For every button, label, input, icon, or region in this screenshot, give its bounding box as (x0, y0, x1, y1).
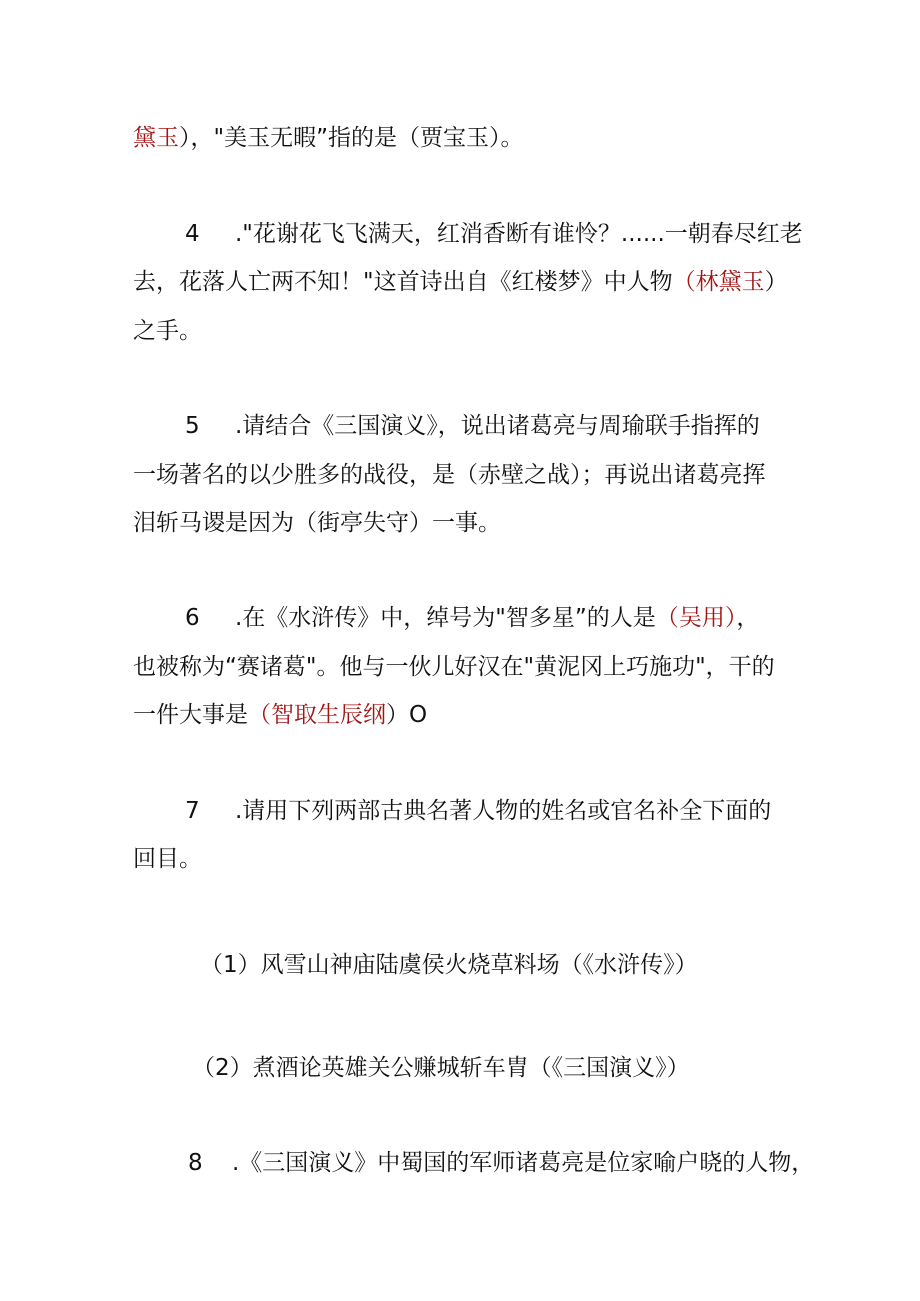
q5-number: 5 (185, 413, 200, 439)
q4-answer: （林黛玉 (672, 269, 765, 295)
q7-number: 7 (185, 798, 200, 824)
q4-line-3 (133, 315, 202, 347)
q5-line-3-text: 泪斩马谡是因为（街亭失守）一事。 (133, 510, 501, 536)
q6-line-1-comma: ， (736, 605, 760, 631)
q4-line-2-close: ） (764, 269, 788, 295)
q4-line-1-text: ."花谢花飞飞满天，红消香断有谁怜？......一朝春尽红老 (235, 221, 803, 247)
q4-line-3-text: 之手。 (133, 318, 202, 344)
q5-line-2-text: 一场著名的以少胜多的战役，是（赤壁之战）；再说出诸葛亮挥 (133, 462, 766, 488)
q5-line-2 (133, 459, 766, 491)
q7-sub-item-2-text: （2）煮酒论英雄关公赚城斩车胄（《三国演义》） (192, 1055, 690, 1081)
q3-line-1-rest: ），"美玉无暇”指的是（贾宝玉）。 (179, 125, 524, 151)
q7-sub-item-1-text: （1）风雪山神庙陆虞侯火烧草料场（《水浒传》） (200, 952, 698, 978)
q6-number: 6 (185, 605, 200, 631)
q7-line-1 (133, 795, 771, 827)
q8-number: 8 (188, 1150, 203, 1176)
q7-sub-item-1 (200, 949, 698, 981)
q4-line-2-text: 去，花落人亡两不知！"这首诗出自《红楼梦》中人物 (133, 269, 673, 295)
q8-line-1-text: .《三国演义》中蜀国的军师诸葛亮是位家喻户晓的人物， (232, 1150, 815, 1176)
q6-answer-shengchengang: （智取生辰纲 (248, 702, 386, 728)
q5-line-3 (133, 507, 501, 539)
q6-line-1 (133, 602, 759, 634)
q6-line-3 (133, 699, 427, 731)
q6-line-1-text: .在《水浒传》中，绰号为"智多星”的人是 (235, 605, 656, 631)
q3-answer-daiyu: 黛玉 (133, 125, 179, 151)
q4-line-2 (133, 266, 788, 298)
q5-line-1 (133, 410, 760, 442)
q6-answer-wuyong: （吴用） (655, 605, 737, 631)
q6-line-3-text: 一件大事是 (133, 702, 248, 728)
q6-line-2 (133, 651, 775, 683)
q7-line-1-text: .请用下列两部古典名著人物的姓名或官名补全下面的 (235, 798, 772, 824)
q6-line-3-close: ）O (386, 702, 428, 728)
q4-line-1 (133, 218, 803, 250)
q8-line-1 (133, 1147, 814, 1179)
q7-line-2-text: 回目。 (133, 846, 202, 872)
q4-number: 4 (185, 221, 200, 247)
q7-sub-item-2 (192, 1052, 690, 1084)
q6-line-2-text: 也被称为“赛诸葛"。他与一伙儿好汉在"黄泥冈上巧施功"，干的 (133, 654, 775, 680)
q7-line-2 (133, 843, 202, 875)
q5-line-1-text: .请结合《三国演义》，说出诸葛亮与周瑜联手指挥的 (235, 413, 760, 439)
q3-line-1 (133, 122, 524, 154)
